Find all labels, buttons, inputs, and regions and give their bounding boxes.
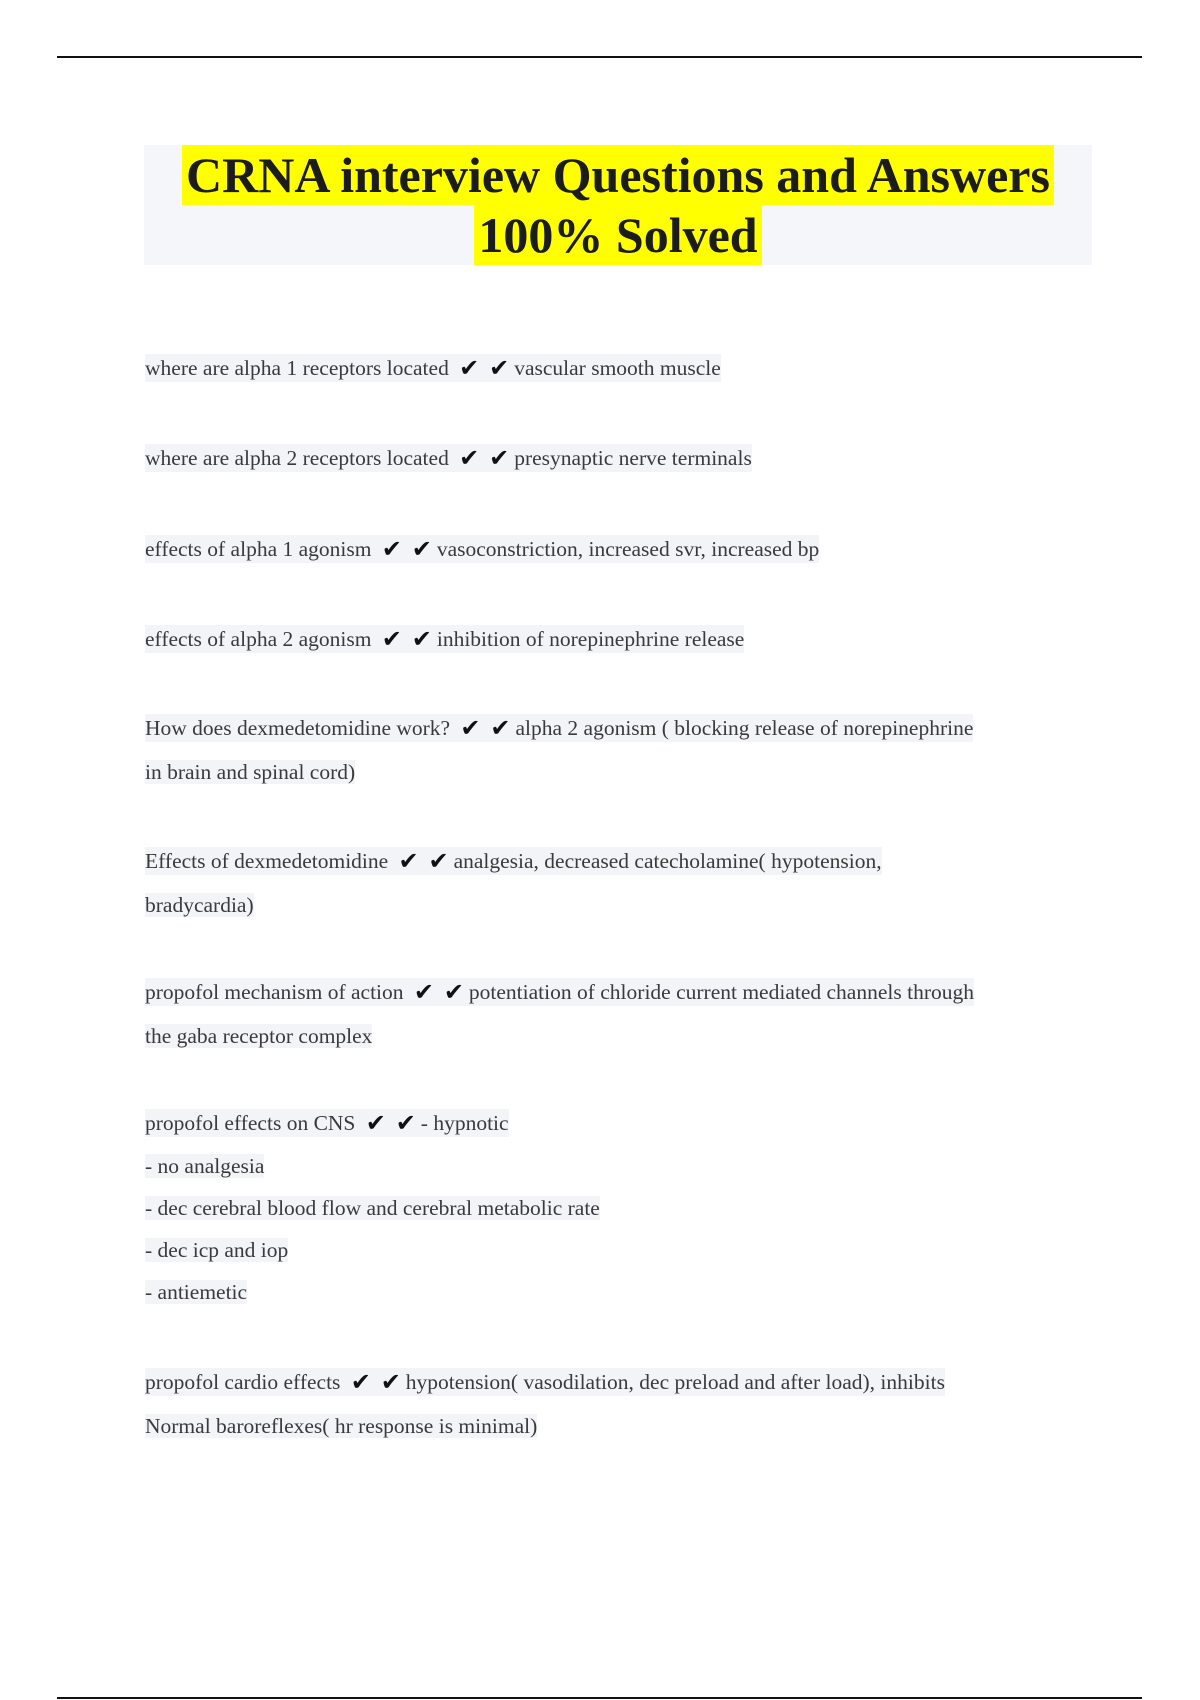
footer-rule: [57, 1697, 1142, 1699]
check-icon: ✔: [350, 1368, 371, 1396]
answer-text: presynaptic nerve terminals: [514, 446, 752, 470]
question-text: propofol effects on CNS: [145, 1111, 356, 1135]
qa-item: [145, 839, 1085, 927]
list-item: - dec cerebral blood flow and cerebral metabolic rate: [145, 1196, 600, 1220]
answer-text: inhibition of norepinephrine release: [436, 627, 745, 651]
title-line-1: CRNA interview Questions and Answers: [182, 145, 1054, 205]
answer-continuation: Normal baroreflexes( hr response is minimal): [145, 1414, 538, 1438]
check-icon: ✔: [411, 535, 432, 563]
answer-text: vasoconstriction, increased svr, increased bp: [436, 537, 820, 561]
check-icon: ✔: [413, 978, 434, 1006]
answer-continuation: bradycardia): [145, 893, 254, 917]
answer-text: potentiation of chloride current mediated channels through: [468, 980, 974, 1004]
question-text: Effects of dexmedetomidine: [145, 849, 389, 873]
list-item: - dec icp and iop: [145, 1238, 289, 1262]
check-icon: ✔: [489, 354, 510, 382]
question-text: propofol cardio effects: [145, 1370, 341, 1394]
check-icon: ✔: [380, 1368, 401, 1396]
qa-item: [145, 617, 1085, 661]
question-text: effects of alpha 1 agonism: [145, 537, 372, 561]
check-icon: ✔: [398, 847, 419, 875]
answer-text: - hypnotic: [420, 1111, 509, 1135]
qa-item: [145, 527, 1085, 571]
list-item: - antiemetic: [145, 1280, 248, 1304]
answer-text: alpha 2 agonism ( blocking release of norepinephrine: [515, 716, 974, 740]
qa-item: [145, 1360, 1085, 1448]
qa-item: [145, 970, 1085, 1058]
qa-item: [145, 346, 1085, 390]
question-text: where are alpha 1 receptors located: [145, 356, 449, 380]
check-icon: ✔: [489, 444, 510, 472]
qa-item: [145, 1101, 1085, 1313]
check-icon: ✔: [381, 535, 402, 563]
check-icon: ✔: [411, 625, 432, 653]
check-icon: ✔: [460, 714, 481, 742]
check-icon: ✔: [459, 354, 480, 382]
check-icon: ✔: [395, 1109, 416, 1137]
document-title: [144, 145, 1092, 265]
check-icon: ✔: [459, 444, 480, 472]
answer-text: hypotension( vasodilation, dec preload and after load), inhibits: [405, 1370, 945, 1394]
question-text: effects of alpha 2 agonism: [145, 627, 372, 651]
question-text: propofol mechanism of action: [145, 980, 404, 1004]
qa-item: [145, 706, 1085, 794]
answer-continuation: the gaba receptor complex: [145, 1024, 373, 1048]
list-item: - no analgesia: [145, 1154, 265, 1178]
check-icon: ✔: [428, 847, 449, 875]
check-icon: ✔: [365, 1109, 386, 1137]
answer-continuation: in brain and spinal cord): [145, 760, 356, 784]
check-icon: ✔: [490, 714, 511, 742]
title-line-2: 100% Solved: [474, 205, 761, 265]
question-text: How does dexmedetomidine work?: [145, 716, 451, 740]
qa-item: [145, 436, 1085, 480]
answer-text: vascular smooth muscle: [514, 356, 721, 380]
question-text: where are alpha 2 receptors located: [145, 446, 449, 470]
check-icon: ✔: [381, 625, 402, 653]
check-icon: ✔: [443, 978, 464, 1006]
answer-text: analgesia, decreased catecholamine( hypotension,: [453, 849, 882, 873]
header-rule: [57, 56, 1142, 58]
